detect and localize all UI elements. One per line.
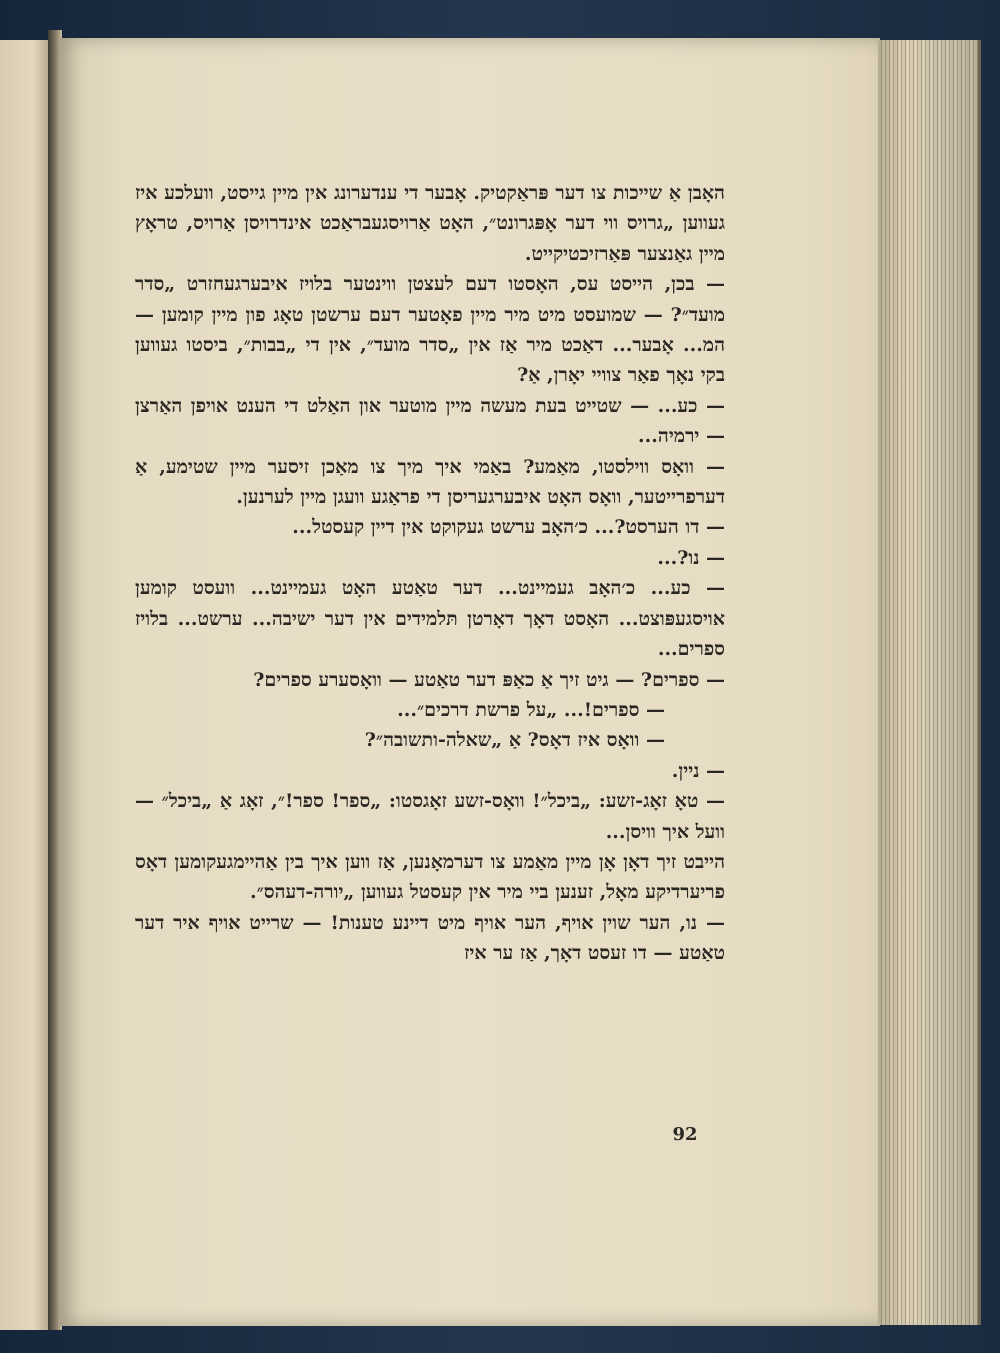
paragraph: — וואָס ווילסטו, מאַמע? באַמי איך מיך צו מאַכן זיסער מיין שטימע, אַ דערפרייטער, וואָס האָט איבערגעריסן די פראַגע וועגן מיין לערנען.: [135, 455, 725, 509]
page-stack-shadow: [878, 40, 978, 1325]
paragraph: — ספרים!... „על פרשת דרכים״...: [397, 698, 665, 721]
paragraph: — בכן, הייסט עס, האָסטו דעם לעצטן ווינטער בלויז איבערגעחזרט „סדר מועד״? — שמועסט מיט מיר מיין פאָטער דעם ערשטן טאָג פון מיין קומען — המ... אָבער... דאַכט מיר אַז אין „סדר מועד״, אין די „בבות״, ביסטו געווען בקי נאָך פאַר צוויי יאָרן, אַ?: [135, 273, 725, 387]
paragraph: — נו, הער שוין אויף, הער אויף מיט דיינע טענות! — שרייט אויף איר דער טאַטע — דו זעסט דאָך, אַז ער איז: [135, 911, 725, 965]
previous-page-edge: [0, 40, 50, 1330]
paragraph: — וואָס איז דאָס? אַ „שאלה-ותשובה״?: [364, 729, 665, 752]
paragraph: — ספרים? — גיט זיך אַ כאַפּ דער טאַטע — וואָסערע ספרים?: [253, 668, 725, 691]
paragraph: — כע... — שטייט בעת מעשה מיין מוטער און האַלט די הענט אויפן האַרצן — ירמיה...: [135, 394, 725, 448]
page-text: [135, 178, 725, 969]
page-number: 92: [672, 1124, 698, 1145]
paragraph: האָבן אַ שייכות צו דער פּראַקטיק. אָבער די ענדערונג אין מיין גייסט, וועלכע איז געווען „גרויס ווי דער אָפּגרונט״, האָט אַרויסגעבראַכט אינדרויסן אַרויס, טראָץ מיין גאַנצער פּאַרזיכטיקייט.: [135, 182, 725, 265]
paragraph: — טאָ זאָג-זשע: „ביכל״! וואָס-זשע זאָגסטו: „ספר! ספר!״, זאָג אַ „ביכל״ — וועל איך וויסן...: [135, 790, 725, 843]
paragraph: הייבט זיך דאָן אָן מיין מאַמע צו דערמאָנען, אַז ווען איך בין אַהיימגעקומען דאָס פריערדיקע מאָל, זענען ביי מיר אין קעסטל געווען „יורה-דעהס״.: [135, 850, 725, 904]
paragraph: — נו?...: [657, 546, 725, 569]
paragraph: — כע... כ׳האָב געמיינט... דער טאַטע האָט געמיינט... וועסט קומען אויסגעפּוצט... האָסט דאָך דאָרטן תּלמידים אין דער ישיבה... ערשט... בלויז ספרים...: [135, 577, 725, 661]
paragraph: — ניין.: [671, 759, 725, 782]
paragraph: — דו הערסט?... כ׳האָב ערשט געקוקט אין דיין קעסטל...: [292, 516, 725, 539]
